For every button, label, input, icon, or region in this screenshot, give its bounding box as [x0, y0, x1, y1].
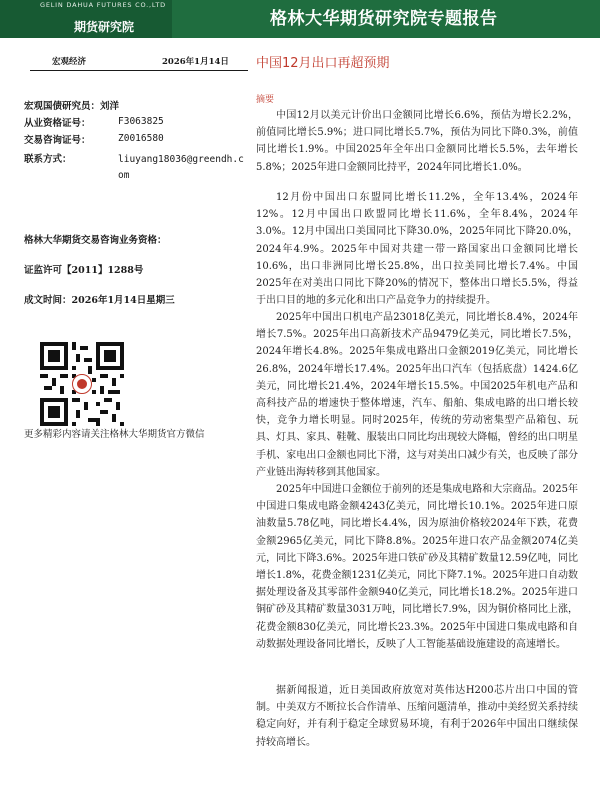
report-category: 宏观经济 [52, 57, 87, 67]
license-number: 证监许可【2011】1288号 [24, 265, 144, 276]
follow-wechat-text: 更多精彩内容请关注格林大华期货官方微信 [24, 429, 205, 440]
paragraph-4: 2025年中国进口金额位于前列的还是集成电路和大宗商品。2025年中国进口集成电路金额4243亿美元，同比增长10.1%。2025年进口原油数量5.78亿吨，同比增长4.4%，因为原油价格较2024年下跌，花费金额2965亿美元，同比下降8.8%。2025年进口农产品金额2074亿美元，同比下降3.6%。2025年进口铁矿砂及其精矿数量12.59亿吨，同比增长1.8%，花费金额1231亿美元，同比下降7.1%。2025年进口自动数据处理设备及其零部件金额940亿美元，同比增长18.2%。2025年进口铜矿砂及其精矿数量3031万吨，同比增长7.9%，因为铜价格同比上涨，花费金额830亿美元，同比增长23.3%。2025年中国进口集成电路和自动数据处理设备同比增长，反映了人工智能基础设施建设的高速增长。 [256, 484, 578, 650]
brand-chinese: 期货研究院 [74, 20, 135, 34]
paragraph-5: 据新闻报道，近日美国政府放宽对英伟达H200芯片出口中国的管制。中美双方不断拉长合作清单、压缩问题清单，推动中美经贸关系持续稳定向好，并有利于稳定全球贸易环境，有利于2026年中国出口继续保持较高增长。 [256, 685, 578, 748]
consult-label: 交易咨询证号： [24, 135, 91, 146]
contact-label: 联系方式： [24, 154, 72, 165]
report-title: 格林大华期货研究院专题报告 [270, 9, 498, 29]
report-header [0, 0, 600, 38]
article-title: 中国12月出口再超预期 [256, 56, 390, 71]
contact-email[interactable]: liuyang18036@greendh.com [118, 154, 244, 182]
qr-logo-icon [72, 374, 92, 394]
researcher-row [24, 98, 119, 112]
brand-english: GELIN DAHUA FUTURES CO.,LTD [40, 1, 166, 9]
paragraph-3: 2025年中国出口机电产品23018亿美元，同比增长8.4%，2024年增长7.5%。2025年出口高新技术产品9479亿美元，同比增长7.5%，2024年增长4.8%。2025年集成电路出口金额2019亿美元，同比增长26.8%，2024年增长17.4%。2025年出口汽车（包括底盘）1424.6亿美元，同比增长21.4%，2024年增长15.5%。中国2025年机电产品和高科技产品的增速快于整体增速，汽车、船舶、集成电路的出口增长较快，竞争力增长明显。同时2025年，传统的劳动密集型产品箱包、玩具、灯具、家具、鞋靴、服装出口同比均出现较大降幅，曾经的出口明星手机、家电出口金额也同比下滑，这与对美出口减少有关，也反映了部分产业链出海转移到其他国家。 [256, 312, 578, 478]
qualification-number: F3063825 [118, 116, 164, 127]
brand-block [0, 0, 172, 38]
qualification-label: 从业资格证号： [24, 118, 91, 129]
consult-number: Z0016580 [118, 133, 164, 144]
company-qualification: 格林大华期货交易咨询业务资格： [24, 235, 167, 246]
researcher-label: 宏观国债研究员： [24, 101, 101, 112]
researcher-name: 刘洋 [100, 101, 120, 112]
abstract-label: 摘要 [256, 95, 275, 105]
meta-divider [30, 70, 248, 71]
publish-time: 成文时间：2026年1月14日星期三 [24, 295, 175, 306]
report-date: 2026年1月14日 [162, 57, 229, 67]
paragraph-1: 中国12月以美元计价出口金额同比增长6.6%，预估为增长2.2%，前值同比增长5.9%；进口同比增长5.7%，预估为同比下降0.3%，前值同比增长1.9%。中国2025年全年出口金额同比增长5.5%，去年增长5.8%；2025年进口金额同比持平，2024年同比增长1.0%。 [256, 110, 578, 173]
paragraph-2: 12月份中国出口东盟同比增长11.2%，全年13.4%，2024年12%。12月中国出口欧盟同比增长11.6%，全年8.4%，2024年3.0%。12月中国出口美国同比下降30.0%，2025年同比下降20.0%，2024年4.9%。2025年中国对共建一带一路国家出口金额同比增长10.6%，出口非洲同比增长25.8%，出口拉美同比增长7.4%。中国2025年在对美出口同比下降20%的情况下，整体出口增长5.5%，得益于出口目的地的多元化和出口产品竞争力的持续提升。 [256, 192, 578, 307]
